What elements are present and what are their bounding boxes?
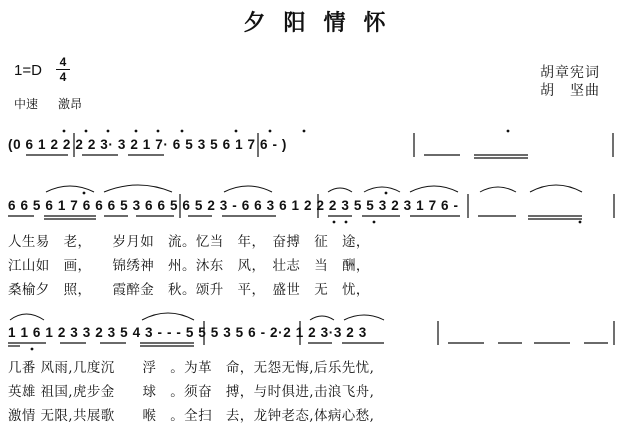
mood-marking: 激昂 bbox=[58, 97, 83, 111]
low-octave-dot bbox=[345, 221, 348, 224]
low-octave-dot bbox=[333, 221, 336, 224]
high-octave-dot bbox=[507, 130, 510, 133]
system-2-lyric-verse-2: 英雄 祖国,虎步金 球 。须奋 搏，与时俱进,击浪飞舟, bbox=[8, 384, 375, 400]
slur bbox=[10, 314, 44, 320]
low-octave-dot bbox=[373, 221, 376, 224]
high-octave-dot bbox=[135, 130, 138, 133]
slur bbox=[480, 187, 516, 192]
slur bbox=[328, 188, 352, 192]
high-octave-dot bbox=[181, 130, 184, 133]
slur bbox=[344, 315, 384, 320]
high-octave-dot bbox=[385, 192, 388, 195]
system-2-lyric-verse-1: 几番 风雨,几度沉 浮 。为革 命，无怨无悔,后乐先忧, bbox=[8, 360, 375, 376]
intro-notation: (0 6 1 2 2 2 2 3· 3 2 1 7· 6 5 3 5 6 1 7 6 - ) bbox=[8, 137, 288, 152]
slur bbox=[46, 186, 94, 192]
slur bbox=[104, 185, 172, 192]
system-1-notation: 6 6 5 6 1 7 6 6 6 5 3 6 6 5 6 5 2 3 - 6 6 3 6 1 2 2 2 3 5 5 3 2 3 1 7 6 - bbox=[8, 198, 459, 213]
key-signature: 1=D bbox=[14, 62, 42, 79]
system-2-lyric-verse-3: 激情 无限,共展歌 喉 。全扫 去，龙钟老态,体病心愁, bbox=[8, 408, 375, 424]
time-denominator: 4 bbox=[59, 70, 67, 84]
time-signature bbox=[56, 56, 70, 83]
slur bbox=[310, 316, 334, 320]
high-octave-dot bbox=[235, 130, 238, 133]
system-1-lyric-verse-2: 江山如 画， 锦绣神 州。沐东 风， 壮志 当 酬， bbox=[8, 258, 370, 274]
song-title: 夕阳情怀 bbox=[243, 10, 404, 36]
lyricist-credit: 胡章宪词 bbox=[540, 65, 600, 81]
high-octave-dot bbox=[63, 130, 66, 133]
slur bbox=[224, 186, 272, 192]
system-2-notation: 1 1 6 1 2 3 3 2 3 5 4 3 - - - 5 5 5 3 5 6 - 2·2 1 2 3·3 2 3 bbox=[8, 325, 367, 340]
high-octave-dot bbox=[83, 192, 86, 195]
composer-credit: 胡 坚曲 bbox=[540, 83, 600, 99]
system-1-lyric-verse-1: 人生易 老， 岁月如 流。忆当 年， 奋搏 征 途， bbox=[8, 234, 370, 250]
high-octave-dot bbox=[107, 130, 110, 133]
slur bbox=[410, 186, 458, 192]
low-octave-dot bbox=[31, 348, 34, 351]
high-octave-dot bbox=[269, 130, 272, 133]
tempo-marking: 中速 bbox=[14, 97, 39, 111]
slur bbox=[142, 313, 194, 320]
high-octave-dot bbox=[157, 130, 160, 133]
high-octave-dot bbox=[85, 130, 88, 133]
high-octave-dot bbox=[303, 130, 306, 133]
slur bbox=[364, 187, 400, 192]
system-1-lyric-verse-3: 桑榆夕 照， 霞醉金 秋。颂升 平， 盛世 无 忧， bbox=[8, 282, 370, 298]
low-octave-dot bbox=[579, 221, 582, 224]
time-numerator: 4 bbox=[59, 55, 67, 69]
slur bbox=[530, 185, 582, 192]
